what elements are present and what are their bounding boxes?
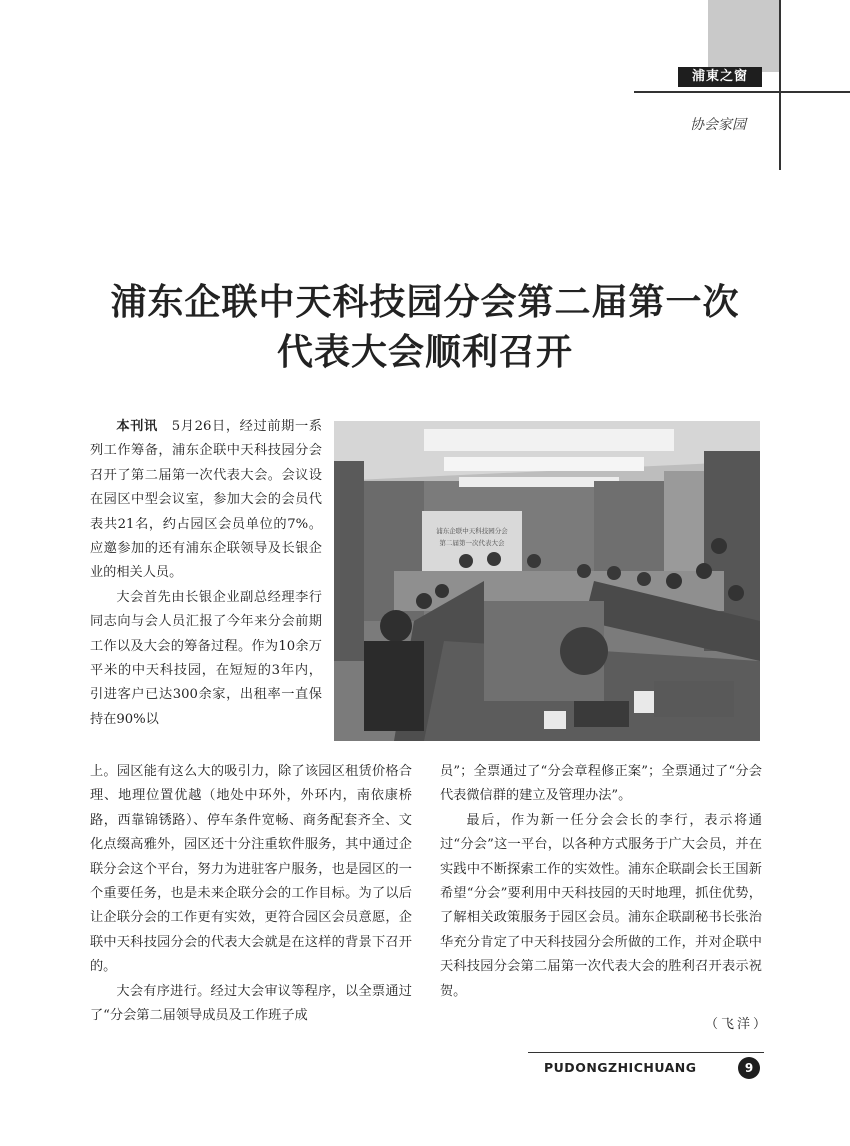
column-left-top (90, 415, 322, 732)
lead-label: 本刊讯 (116, 419, 158, 434)
page-number-badge: 9 (738, 1057, 760, 1079)
paragraph-1-text: 5月26日，经过前期一系列工作筹备，浦东企联中天科技园分会召开了第二届第一次代表大会。会议设在园区中型会议室，参加大会的会员代表共21名，约占园区会员单位的7%。应邀参加的还有浦东企联领导及长银企业的相关人员。 (90, 419, 323, 581)
article-title (60, 278, 790, 378)
paragraph-2a: 大会首先由长银企业副总经理李行同志向与会人员汇报了今年来分会前期工作以及大会的筹备过程。作为10余万平米的中天科技园，在短短的3年内，引进客户已达300余家，出租率一直保持在90%以 (90, 589, 322, 727)
paragraph-3: 大会有序进行。经过大会审议等程序，以全票通过了“分会第二届领导成员及工作班子成 (90, 983, 412, 1024)
paragraph-1 (90, 415, 322, 586)
section-label: 协会家园 (690, 117, 746, 133)
magazine-logo-tag: 浦東之窗 (678, 67, 762, 87)
paragraph-3-continued: 员”；全票通过了“分会章程修正案”；全票通过了“分会代表微信群的建立及管理办法”。 (440, 764, 762, 804)
column-left-bottom (90, 760, 412, 1028)
header-gray-tab (708, 0, 780, 72)
title-line-2: 代表大会顺利召开 (276, 332, 573, 373)
header-rule (634, 91, 850, 93)
author-byline: （飞洋） (705, 1017, 770, 1032)
meeting-photo-image (334, 421, 760, 741)
screen-text-1: 浦东企联中天科技园分会 (436, 527, 508, 535)
meeting-photo (334, 421, 760, 741)
column-right (440, 760, 762, 1004)
screen-text-2: 第二届第一次代表大会 (439, 539, 505, 547)
title-line-1: 浦东企联中天科技园分会第二届第一次 (110, 282, 740, 323)
footer-magazine-name: PUDONGZHICHUANG (544, 1060, 697, 1075)
header-vertical-rule (779, 0, 781, 170)
paragraph-4: 最后，作为新一任分会会长的李行，表示将通过“分会”这一平台，以各种方式服务于广大会员，并在实践中不断探索工作的实效性。浦东企联副会长王国新希望“分会”要利用中天科技园的天时地理，抓住优势，了解相关政策服务于园区会员。浦东企联副秘书长张治华充分肯定了中天科技园分会所做的工作，并对企联中天科技园分会第二届第一次代表大会的胜利召开表示祝贺。 (440, 812, 762, 999)
paragraph-2b: 上。园区能有这么大的吸引力，除了该园区租赁价格合理、地理位置优越（地处中环外，外环内，南依康桥路，西靠锦锈路）、停车条件宽畅、商务配套齐全、文化点缀高雅外，园区还十分注重软件服务，其中通过企联分会这个平台，努力为进驻客户服务，也是园区的一个重要任务，也是未来企联分会的工作目标。为了以后让企联分会的工作更有实效，更符合园区会员意愿，企联中天科技园分会的代表大会就是在这样的背景下召开的。 (90, 764, 412, 975)
footer-rule (528, 1052, 764, 1053)
